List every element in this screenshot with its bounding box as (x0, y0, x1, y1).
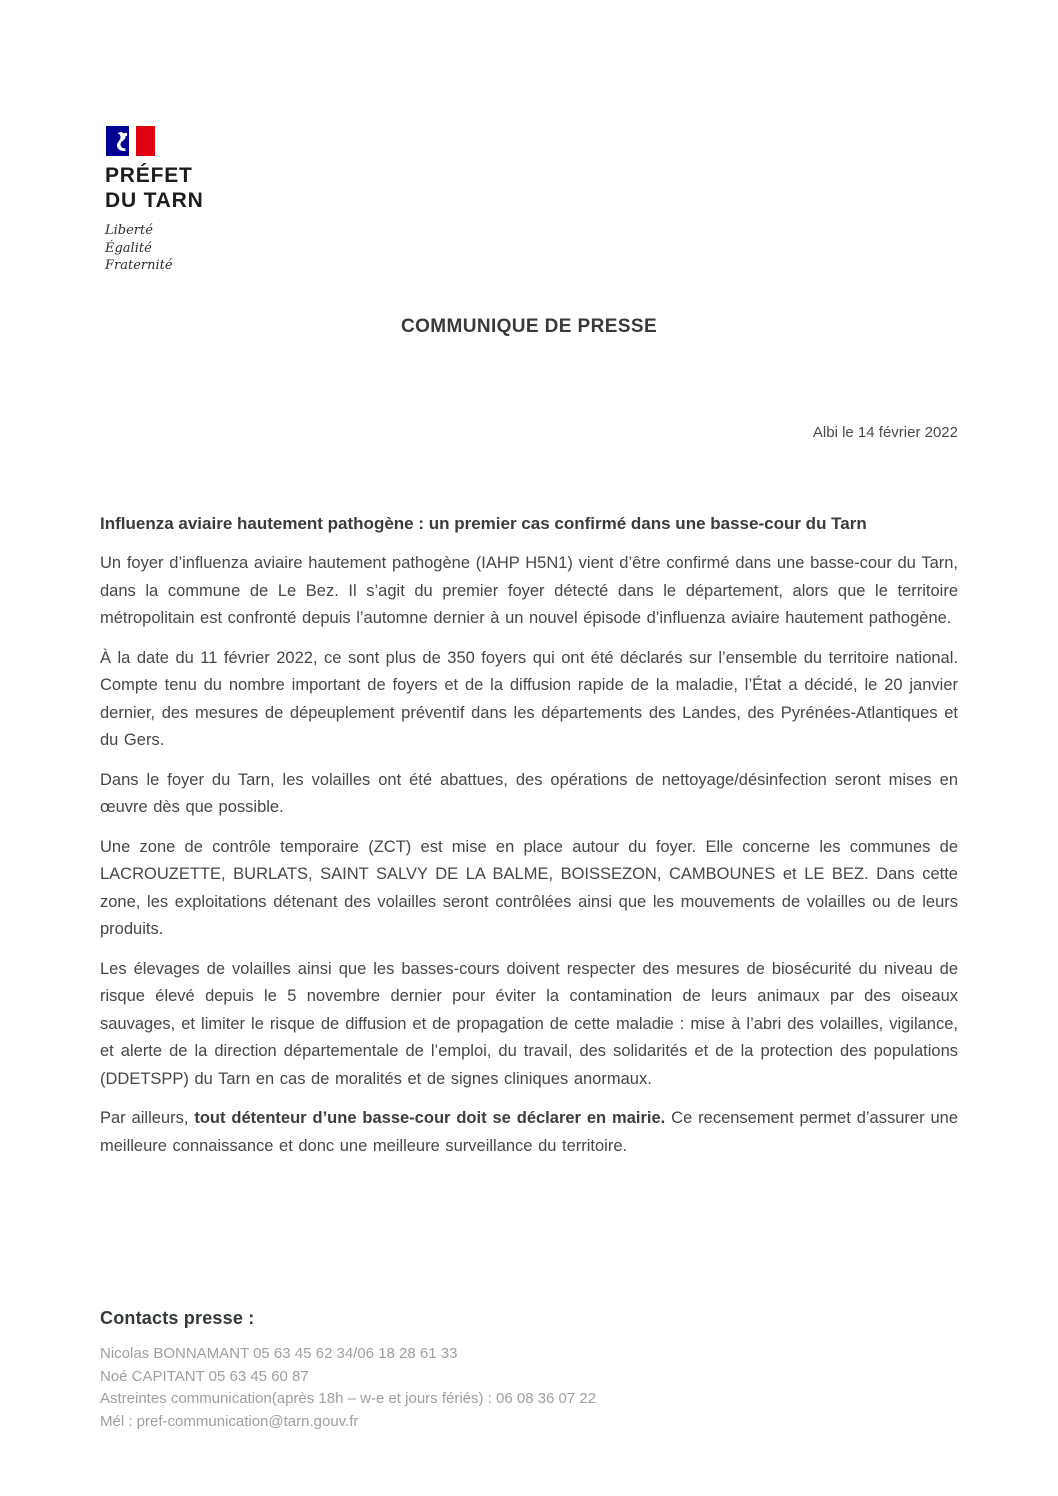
press-contacts (100, 1308, 958, 1433)
institution-line2: DU TARN (105, 189, 204, 212)
release-heading: Influenza aviaire hautement pathogène : un premier cas confirmé dans une basse-cour du Tarn (100, 514, 867, 533)
paragraph-6 (100, 1105, 958, 1160)
paragraph-3: Dans le foyer du Tarn, les volailles ont été abattues, des opérations de nettoyage/désinfection seront mises en œuvre dès que possible. (100, 770, 958, 816)
paragraph-1: Un foyer d’influenza aviaire hautement pathogène (IAHP H5N1) vient d’être confirmé dans une basse-cour du Tarn, dans la commune de Le Bez. Il s’agit du premier foyer détecté dans le département, alors que le territoire métropolitain est confronté depuis l’automne dernier à un nouvel épisode d’influenza aviaire hautement pathogène. (100, 554, 958, 627)
prefecture-logo (105, 125, 204, 275)
institution-name (105, 163, 204, 213)
institution-line1: PRÉFET (105, 164, 193, 187)
contact-line-2: Noé CAPITANT 05 63 45 60 87 (100, 1367, 309, 1385)
motto-egalite: Égalité (105, 240, 152, 256)
paragraph-2: À la date du 11 février 2022, ce sont plus de 350 foyers qui ont été déclarés sur l’ensemble du territoire national. Compte tenu du nombre important de foyers et de la diffusion rapide de la maladie, l’État a décidé, le 20 janvier dernier, des mesures de dépeuplement préventif dans les départements des Landes, des Pyrénées-Atlantiques et du Gers. (100, 648, 958, 749)
contacts-heading: Contacts presse : (100, 1308, 255, 1328)
motto-liberte: Liberté (105, 223, 153, 238)
closing-bold-statement: tout détenteur d’une basse-cour doit se déclarer en mairie. (194, 1109, 666, 1127)
paragraph-5: Les élevages de volailles ainsi que les basses-cours doivent respecter des mesures de biosécurité du niveau de risque élevé depuis le 5 novembre dernier pour éviter la contamination de leurs animaux par des oiseaux sauvages, et limiter le risque de diffusion et de propagation de cette maladie : mise à l’abri des volailles, vigilance, et alerte de la direction départementale de l’emploi, du travail, des solidarités et de la protection des populations (DDETSPP) du Tarn en cas de moralités et de signes cliniques anormaux. (100, 959, 958, 1088)
contact-line-4: Mél : pref-communication@tarn.gouv.fr (100, 1412, 359, 1430)
contact-line-3: Astreintes communication(après 18h – w-e et jours fériés) : 06 08 36 07 22 (100, 1390, 597, 1407)
dateline: Albi le 14 février 2022 (812, 424, 958, 441)
closing-prefix: Par ailleurs, (100, 1109, 195, 1127)
closing-suffix: Ce recensement permet d’assurer une meilleure connaissance et donc une meilleure surveillance du territoire. (100, 1109, 959, 1155)
paragraph-4: Une zone de contrôle temporaire (ZCT) est mise en place autour du foyer. Elle concerne les communes de LACROUZETTE, BURLATS, SAINT SALVY DE LA BALME, BOISSEZON, CAMBOUNES et LE BEZ. Dans cette zone, les exploitations détenant des volailles seront contrôlées ainsi que les mouvements de volailles ou de leurs produits. (100, 837, 958, 938)
french-flag-icon (105, 125, 161, 158)
motto-fraternite: Fraternité (105, 258, 173, 273)
press-release-body (100, 510, 958, 1160)
contact-line-1: Nicolas BONNAMANT 05 63 45 62 34/06 18 28 61 33 (100, 1345, 458, 1362)
republic-motto (105, 222, 204, 275)
document-title: COMMUNIQUE DE PRESSE (400, 316, 658, 337)
